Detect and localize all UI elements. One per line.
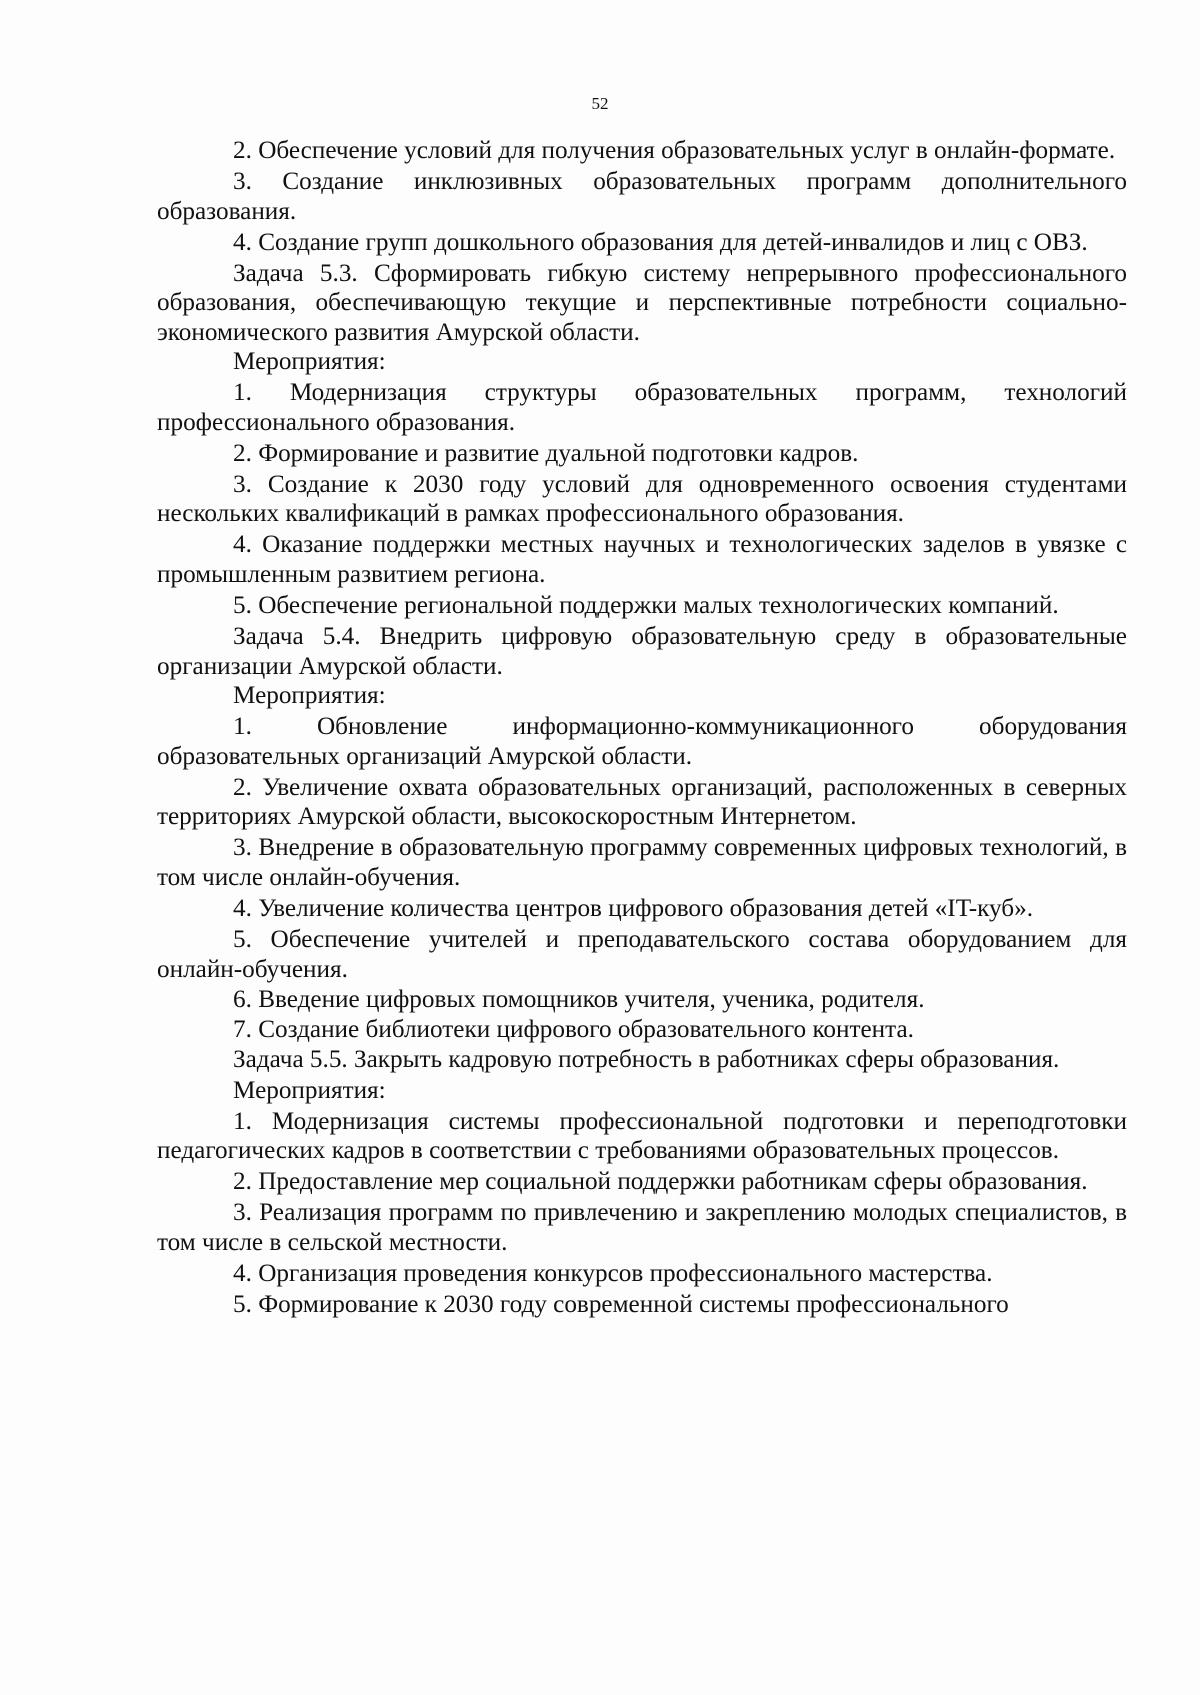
measures-heading: Мероприятия: [233, 682, 386, 710]
paragraph: 1. Обновление информационно-коммуникационного оборудования образовательных организаций Амурской области. [157, 713, 1127, 770]
page-number: 52 [591, 94, 609, 113]
paragraph: 4. Увеличение количества центров цифрового образования детей «IT-куб». [233, 894, 1034, 922]
paragraph: 5. Обеспечение учителей и преподавательского состава оборудованием для онлайн-обучения. [157, 925, 1127, 983]
paragraph: 3. Реализация программ по привлечению и закреплению молодых специалистов, в том числе в сельской местности. [157, 1199, 1127, 1256]
paragraph: 2. Предоставление мер социальной поддержки работникам сферы образования. [233, 1168, 1088, 1196]
paragraph: 4. Создание групп дошкольного образования для детей-инвалидов и лиц с ОВЗ. [233, 228, 1088, 256]
paragraph: 6. Введение цифровых помощников учителя, ученика, родителя. [233, 986, 925, 1014]
paragraph: 2. Формирование и развитие дуальной подготовки кадров. [233, 439, 859, 467]
paragraph: 7. Создание библиотеки цифрового образовательного контента. [233, 1016, 914, 1044]
paragraph: 4. Организация проведения конкурсов профессионального мастерства. [233, 1259, 993, 1287]
paragraph: 2. Обеспечение условий для получения образовательных услуг в онлайн-формате. [233, 137, 1116, 164]
paragraph: 3. Создание к 2030 году условий для одновременного освоения студентами нескольких квалификаций в рамках профессионального образования. [157, 470, 1127, 528]
paragraph: 3. Создание инклюзивных образовательных программ дополнительного образования. [157, 167, 1127, 225]
measures-heading: Мероприятия: [233, 348, 386, 376]
paragraph: 3. Внедрение в образовательную программу современных цифровых технологий, в том числе онлайн-обучения. [157, 834, 1127, 891]
task-heading: Задача 5.3. Сформировать гибкую систему непрерывного профессионального образования, обеспечивающую текущие и перспективные потребности социально-экономического развития Амурской области. [157, 259, 1127, 346]
paragraph: 5. Обеспечение региональной поддержки малых технологических компаний. [233, 592, 1059, 620]
measures-heading: Мероприятия: [233, 1076, 386, 1104]
paragraph: 5. Формирование к 2030 году современной системы профессионального [233, 1290, 1009, 1318]
task-heading: Задача 5.4. Внедрить цифровую образовательную среду в образовательные организации Амурской области. [157, 623, 1127, 680]
paragraph: 2. Увеличение охвата образовательных организаций, расположенных в северных территориях Амурской области, высокоскоростным Интернетом. [157, 773, 1127, 831]
document-body [157, 136, 1127, 1319]
paragraph: 1. Модернизация структуры образовательных программ, технологий профессионального образования. [157, 379, 1127, 436]
paragraph: 4. Оказание поддержки местных научных и технологических заделов в увязке с промышленным развитием региона. [157, 531, 1127, 589]
task-heading: Задача 5.5. Закрыть кадровую потребность в работниках сферы образования. [233, 1045, 1060, 1073]
paragraph: 1. Модернизация системы профессиональной подготовки и переподготовки педагогических кадров в соответствии с требованиями образовательных процессов. [157, 1107, 1127, 1165]
